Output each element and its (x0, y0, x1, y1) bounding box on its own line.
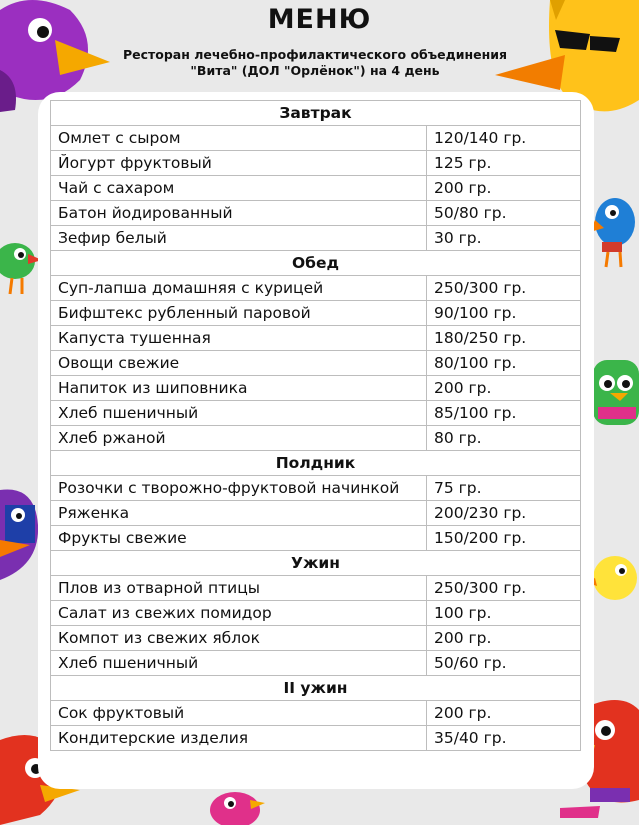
dish-name: Йогурт фруктовый (51, 151, 427, 176)
menu-row (51, 701, 581, 726)
dish-portion: 250/300 гр. (427, 576, 581, 601)
menu-row (51, 351, 581, 376)
dish-portion: 200 гр. (427, 176, 581, 201)
section-title: II ужин (51, 676, 581, 701)
dish-name: Чай с сахаром (51, 176, 427, 201)
pink-bird-icon (205, 785, 265, 825)
menu-row (51, 126, 581, 151)
menu-row (51, 426, 581, 451)
menu-row (51, 401, 581, 426)
menu-row (51, 151, 581, 176)
menu-table (50, 100, 581, 751)
dish-name: Розочки с творожно-фруктовой начинкой (51, 476, 427, 501)
section-header-row (51, 551, 581, 576)
menu-row (51, 226, 581, 251)
dish-portion: 50/80 гр. (427, 201, 581, 226)
dish-name: Ряженка (51, 501, 427, 526)
section-header-row (51, 451, 581, 476)
menu-row (51, 526, 581, 551)
menu-row (51, 276, 581, 301)
dish-portion: 100 гр. (427, 601, 581, 626)
dish-portion: 75 гр. (427, 476, 581, 501)
dish-portion: 30 гр. (427, 226, 581, 251)
blue-bird-icon (590, 192, 639, 272)
subtitle-line-2: "Вита" (ДОЛ "Орлёнок") на 4 день (190, 63, 440, 78)
section-title: Обед (51, 251, 581, 276)
menu-row (51, 501, 581, 526)
dish-name: Хлеб пшеничный (51, 651, 427, 676)
menu-row (51, 376, 581, 401)
section-title: Ужин (51, 551, 581, 576)
dish-name: Омлет с сыром (51, 126, 427, 151)
section-title: Полдник (51, 451, 581, 476)
dish-name: Кондитерские изделия (51, 726, 427, 751)
dish-name: Суп-лапша домашняя с курицей (51, 276, 427, 301)
dish-name: Овощи свежие (51, 351, 427, 376)
menu-row (51, 476, 581, 501)
menu-row (51, 201, 581, 226)
dish-portion: 90/100 гр. (427, 301, 581, 326)
dish-name: Хлеб ржаной (51, 426, 427, 451)
green-bird-icon (0, 236, 42, 296)
dish-portion: 85/100 гр. (427, 401, 581, 426)
section-header-row (51, 251, 581, 276)
page-title: МЕНЮ (267, 4, 372, 35)
dish-name: Капуста тушенная (51, 326, 427, 351)
dish-portion: 35/40 гр. (427, 726, 581, 751)
dish-portion: 50/60 гр. (427, 651, 581, 676)
dish-portion: 180/250 гр. (427, 326, 581, 351)
dish-name: Сок фруктовый (51, 701, 427, 726)
subtitle-line-1: Ресторан лечебно-профилактического объединения (122, 47, 508, 62)
menu-row (51, 576, 581, 601)
dish-portion: 250/300 гр. (427, 276, 581, 301)
dish-name: Хлеб пшеничный (51, 401, 427, 426)
dish-portion: 80/100 гр. (427, 351, 581, 376)
menu-row (51, 301, 581, 326)
dish-name: Салат из свежих помидор (51, 601, 427, 626)
section-title: Завтрак (51, 101, 581, 126)
menu-row (51, 176, 581, 201)
dish-name: Плов из отварной птицы (51, 576, 427, 601)
menu-row (51, 626, 581, 651)
dish-portion: 125 гр. (427, 151, 581, 176)
menu-row (51, 726, 581, 751)
section-header-row (51, 101, 581, 126)
section-header-row (51, 676, 581, 701)
dish-portion: 120/140 гр. (427, 126, 581, 151)
dish-portion: 200/230 гр. (427, 501, 581, 526)
dish-name: Компот из свежих яблок (51, 626, 427, 651)
dish-portion: 150/200 гр. (427, 526, 581, 551)
menu-row (51, 601, 581, 626)
restaurant-subtitle (95, 47, 535, 79)
green-bird-glasses-icon (590, 355, 639, 435)
dish-name: Зефир белый (51, 226, 427, 251)
dish-name: Напиток из шиповника (51, 376, 427, 401)
dish-portion: 200 гр. (427, 701, 581, 726)
dish-name: Бифштекс рубленный паровой (51, 301, 427, 326)
dish-portion: 80 гр. (427, 426, 581, 451)
dish-portion: 200 гр. (427, 626, 581, 651)
dish-name: Фрукты свежие (51, 526, 427, 551)
menu-row (51, 326, 581, 351)
menu-row (51, 651, 581, 676)
dish-portion: 200 гр. (427, 376, 581, 401)
dish-name: Батон йодированный (51, 201, 427, 226)
